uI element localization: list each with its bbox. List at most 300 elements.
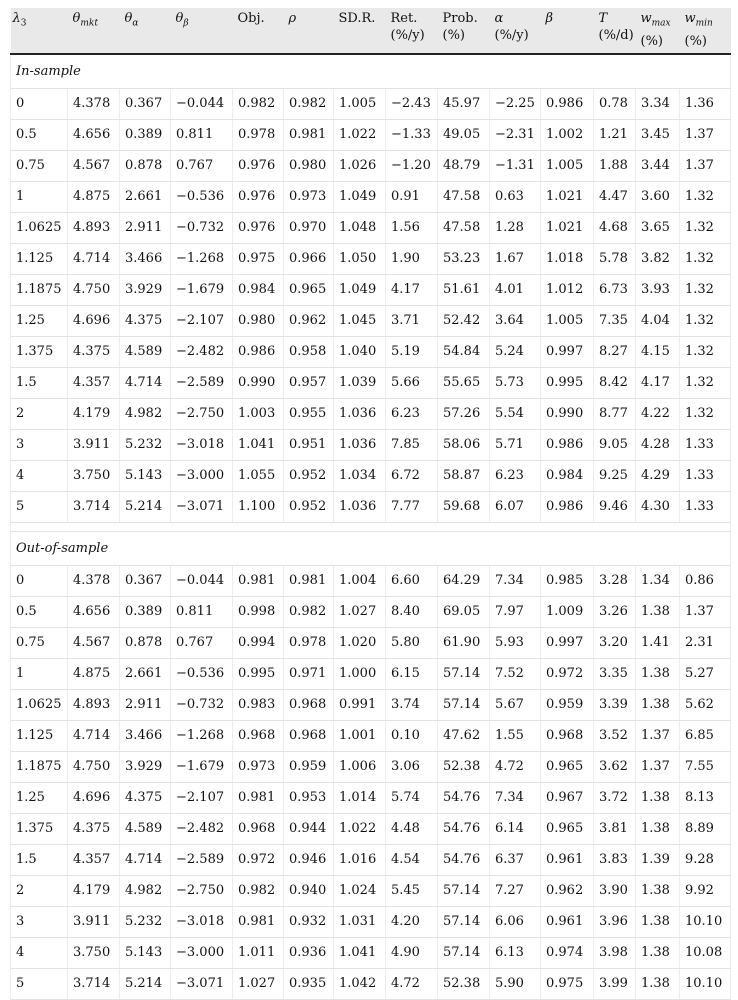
table-cell: 1 xyxy=(11,658,68,689)
table-cell: 1.055 xyxy=(233,460,284,491)
table-cell: 5.45 xyxy=(386,875,438,906)
table-cell: 0.968 xyxy=(284,689,334,720)
table-cell: 1.34 xyxy=(636,565,680,596)
table-cell: 3.64 xyxy=(490,305,541,336)
table-cell: 1.33 xyxy=(680,429,731,460)
table-cell: 0.961 xyxy=(541,906,594,937)
table-cell: 1.33 xyxy=(680,491,731,522)
table-cell: 1.048 xyxy=(334,212,386,243)
table-cell: 3.750 xyxy=(68,460,120,491)
table-cell: 4.982 xyxy=(120,398,171,429)
table-cell: 9.92 xyxy=(680,875,731,906)
table-cell: 1 xyxy=(11,181,68,212)
table-cell: 0.965 xyxy=(541,751,594,782)
table-cell: 4.20 xyxy=(386,906,438,937)
table-cell: 0.944 xyxy=(284,813,334,844)
table-cell: 3.35 xyxy=(594,658,636,689)
table-cell: 7.35 xyxy=(594,305,636,336)
table-cell: 6.23 xyxy=(490,460,541,491)
table-cell: 0.973 xyxy=(233,751,284,782)
table-cell: 1.38 xyxy=(636,689,680,720)
table-cell: 1.027 xyxy=(334,596,386,627)
table-cell: 1.006 xyxy=(334,751,386,782)
table-cell: 1.56 xyxy=(386,212,438,243)
table-cell: 1.042 xyxy=(334,968,386,999)
col-obj: Obj. xyxy=(233,8,284,54)
table-cell: 0.952 xyxy=(284,491,334,522)
table-cell: 0.10 xyxy=(386,720,438,751)
table-cell: 0.940 xyxy=(284,875,334,906)
table-cell: 4.893 xyxy=(68,212,120,243)
table-cell: 5.73 xyxy=(490,367,541,398)
table-cell: 7.27 xyxy=(490,875,541,906)
table-cell: 3.45 xyxy=(636,119,680,150)
table-cell: 4.656 xyxy=(68,596,120,627)
table-cell: 0.995 xyxy=(541,367,594,398)
table-cell: 0.997 xyxy=(541,336,594,367)
table-cell: −1.679 xyxy=(171,274,233,305)
table-cell: 1.32 xyxy=(680,367,731,398)
table-cell: 1.32 xyxy=(680,336,731,367)
table-cell: 4 xyxy=(11,937,68,968)
table-cell: 0.86 xyxy=(680,565,731,596)
table-cell: 2.661 xyxy=(120,181,171,212)
table-cell: 1.014 xyxy=(334,782,386,813)
table-cell: 1.33 xyxy=(680,460,731,491)
table-cell: 4.875 xyxy=(68,181,120,212)
table-cell: 0.998 xyxy=(233,596,284,627)
table-cell: 0.976 xyxy=(233,150,284,181)
table-cell: 0.367 xyxy=(120,565,171,596)
table-cell: 10.10 xyxy=(680,906,731,937)
table-cell: 3.466 xyxy=(120,720,171,751)
table-cell: 0.5 xyxy=(11,596,68,627)
table-cell: 8.13 xyxy=(680,782,731,813)
table-row xyxy=(11,367,731,398)
table-cell: 3.34 xyxy=(636,88,680,119)
table-cell: 5 xyxy=(11,968,68,999)
table-cell: 1.1875 xyxy=(11,751,68,782)
table-cell: 1.024 xyxy=(334,875,386,906)
table-cell: 4.589 xyxy=(120,813,171,844)
table-cell: 3.93 xyxy=(636,274,680,305)
table-cell: 1.036 xyxy=(334,398,386,429)
table-cell: 1.32 xyxy=(680,305,731,336)
table-cell: 4.375 xyxy=(120,782,171,813)
table-cell: 1.020 xyxy=(334,627,386,658)
table-body xyxy=(11,54,731,1000)
table-cell: 1.034 xyxy=(334,460,386,491)
table-cell: 0.983 xyxy=(233,689,284,720)
table-cell: 0.965 xyxy=(541,813,594,844)
table-cell: 49.05 xyxy=(438,119,490,150)
col-wmax: $w_{max}$ (%) xyxy=(636,8,680,54)
table-cell: 8.77 xyxy=(594,398,636,429)
table-cell: 4.47 xyxy=(594,181,636,212)
table-cell: 3.714 xyxy=(68,491,120,522)
table-cell: 0.389 xyxy=(120,119,171,150)
table-cell: 1.21 xyxy=(594,119,636,150)
table-cell: 1.28 xyxy=(490,212,541,243)
table-cell: 0.966 xyxy=(284,243,334,274)
table-cell: 69.05 xyxy=(438,596,490,627)
col-theta-alpha: $\theta_\alpha$ xyxy=(120,8,171,54)
table-cell: 1.009 xyxy=(541,596,594,627)
table-cell: 0.980 xyxy=(233,305,284,336)
table-cell: 0.63 xyxy=(490,181,541,212)
table-cell: 54.84 xyxy=(438,336,490,367)
table-cell: 9.28 xyxy=(680,844,731,875)
table-cell: 5.71 xyxy=(490,429,541,460)
table-cell: 1.018 xyxy=(541,243,594,274)
table-cell: 0.967 xyxy=(541,782,594,813)
table-cell: 4.72 xyxy=(386,968,438,999)
table-cell: 3 xyxy=(11,429,68,460)
table-header xyxy=(11,8,731,54)
col-beta: β xyxy=(541,8,594,54)
table-row xyxy=(11,875,731,906)
table-cell: 4.378 xyxy=(68,88,120,119)
table-cell: 52.42 xyxy=(438,305,490,336)
table-cell: 8.27 xyxy=(594,336,636,367)
table-cell: 0.957 xyxy=(284,367,334,398)
table-cell: 0.962 xyxy=(284,305,334,336)
table-row xyxy=(11,658,731,689)
table-cell: −3.000 xyxy=(171,460,233,491)
table-cell: −2.43 xyxy=(386,88,438,119)
table-row xyxy=(11,429,731,460)
table-cell: 1.32 xyxy=(680,274,731,305)
table-row xyxy=(11,181,731,212)
table-row xyxy=(11,243,731,274)
table-cell: 0.982 xyxy=(233,875,284,906)
table-cell: 57.14 xyxy=(438,658,490,689)
table-cell: 1.022 xyxy=(334,119,386,150)
table-cell: −3.018 xyxy=(171,906,233,937)
table-cell: 0.971 xyxy=(284,658,334,689)
table-cell: 3.714 xyxy=(68,968,120,999)
table-cell: 4.29 xyxy=(636,460,680,491)
table-cell: 1.37 xyxy=(680,596,731,627)
table-cell: 0.978 xyxy=(233,119,284,150)
col-lambda3: $\lambda_3$ xyxy=(11,8,68,54)
table-cell: 4.04 xyxy=(636,305,680,336)
table-cell: 8.40 xyxy=(386,596,438,627)
table-row xyxy=(11,906,731,937)
section-title: In-sample xyxy=(11,54,731,89)
table-cell: 4.72 xyxy=(490,751,541,782)
table-cell: 0.951 xyxy=(284,429,334,460)
table-cell: 0.75 xyxy=(11,150,68,181)
table-cell: 1.32 xyxy=(680,398,731,429)
table-cell: 5.232 xyxy=(120,429,171,460)
table-cell: 4.15 xyxy=(636,336,680,367)
table-cell: 1.040 xyxy=(334,336,386,367)
table-cell: 0.968 xyxy=(233,813,284,844)
table-cell: 1.016 xyxy=(334,844,386,875)
results-table xyxy=(10,8,731,1000)
table-cell: −3.018 xyxy=(171,429,233,460)
table-cell: 5 xyxy=(11,491,68,522)
table-row xyxy=(11,844,731,875)
table-row xyxy=(11,596,731,627)
table-cell: 3.96 xyxy=(594,906,636,937)
table-row xyxy=(11,491,731,522)
table-cell: 7.34 xyxy=(490,782,541,813)
col-wmin: $w_{min}$ (%) xyxy=(680,8,731,54)
table-cell: 0.986 xyxy=(233,336,284,367)
table-cell: 4.656 xyxy=(68,119,120,150)
table-cell: −0.536 xyxy=(171,658,233,689)
table-cell: 54.76 xyxy=(438,813,490,844)
table-cell: 4.375 xyxy=(68,336,120,367)
table-cell: 5.143 xyxy=(120,460,171,491)
table-cell: 3.90 xyxy=(594,875,636,906)
table-cell: 3.911 xyxy=(68,906,120,937)
table-cell: 0.990 xyxy=(233,367,284,398)
table-cell: 5.90 xyxy=(490,968,541,999)
table-cell: 2.31 xyxy=(680,627,731,658)
table-cell: 2 xyxy=(11,398,68,429)
table-cell: 0.975 xyxy=(233,243,284,274)
table-cell: −0.044 xyxy=(171,565,233,596)
table-cell: 4.567 xyxy=(68,627,120,658)
table-cell: 6.06 xyxy=(490,906,541,937)
table-cell: 0.953 xyxy=(284,782,334,813)
col-theta-beta: $\theta_\beta$ xyxy=(171,8,233,54)
section-heading-row xyxy=(11,54,731,89)
table-cell: 0 xyxy=(11,88,68,119)
table-cell: −1.268 xyxy=(171,243,233,274)
table-cell: −1.679 xyxy=(171,751,233,782)
table-row xyxy=(11,460,731,491)
table-cell: 1.0625 xyxy=(11,212,68,243)
table-cell: −2.25 xyxy=(490,88,541,119)
table-cell: −2.31 xyxy=(490,119,541,150)
table-cell: 1.36 xyxy=(680,88,731,119)
table-cell: 3.20 xyxy=(594,627,636,658)
table-cell: 0.986 xyxy=(541,88,594,119)
table-cell: 3.60 xyxy=(636,181,680,212)
table-cell: 4.48 xyxy=(386,813,438,844)
table-cell: 1.90 xyxy=(386,243,438,274)
table-cell: 1.003 xyxy=(233,398,284,429)
table-cell: 0.811 xyxy=(171,596,233,627)
table-cell: 3.28 xyxy=(594,565,636,596)
table-cell: 0.367 xyxy=(120,88,171,119)
table-cell: 3.466 xyxy=(120,243,171,274)
table-cell: 1.027 xyxy=(233,968,284,999)
table-cell: 4.696 xyxy=(68,305,120,336)
table-cell: 3.82 xyxy=(636,243,680,274)
table-cell: 1.25 xyxy=(11,782,68,813)
table-cell: 1.011 xyxy=(233,937,284,968)
table-cell: 0.984 xyxy=(541,460,594,491)
table-cell: 0.389 xyxy=(120,596,171,627)
table-row xyxy=(11,689,731,720)
table-cell: 5.19 xyxy=(386,336,438,367)
table-cell: 6.14 xyxy=(490,813,541,844)
table-cell: 0.986 xyxy=(541,491,594,522)
table-cell: 6.13 xyxy=(490,937,541,968)
table-cell: 1.38 xyxy=(636,658,680,689)
table-cell: 1.5 xyxy=(11,844,68,875)
table-cell: 9.46 xyxy=(594,491,636,522)
table-cell: 1.050 xyxy=(334,243,386,274)
table-cell: 1.125 xyxy=(11,720,68,751)
table-cell: 1.37 xyxy=(636,720,680,751)
table-cell: −2.589 xyxy=(171,367,233,398)
table-cell: −0.536 xyxy=(171,181,233,212)
col-T: T (%/d) xyxy=(594,8,636,54)
table-cell: 4.589 xyxy=(120,336,171,367)
table-cell: 4.54 xyxy=(386,844,438,875)
table-cell: 1.0625 xyxy=(11,689,68,720)
table-cell: 0.75 xyxy=(11,627,68,658)
table-cell: 7.52 xyxy=(490,658,541,689)
table-cell: 4.17 xyxy=(386,274,438,305)
col-alpha: α (%/y) xyxy=(490,8,541,54)
table-row xyxy=(11,813,731,844)
table-cell: 0.991 xyxy=(334,689,386,720)
table-cell: 64.29 xyxy=(438,565,490,596)
table-cell: 1.38 xyxy=(636,968,680,999)
table-cell: 4.378 xyxy=(68,565,120,596)
table-cell: 1.38 xyxy=(636,596,680,627)
table-row xyxy=(11,968,731,999)
table-cell: 8.89 xyxy=(680,813,731,844)
table-row xyxy=(11,150,731,181)
table-cell: 1.125 xyxy=(11,243,68,274)
table-cell: 5.80 xyxy=(386,627,438,658)
table-cell: 4.179 xyxy=(68,875,120,906)
table-cell: 0.982 xyxy=(233,88,284,119)
table-cell: 0.995 xyxy=(233,658,284,689)
table-cell: 0.78 xyxy=(594,88,636,119)
table-cell: 1.38 xyxy=(636,937,680,968)
table-cell: 3.44 xyxy=(636,150,680,181)
table-cell: 6.15 xyxy=(386,658,438,689)
table-cell: 1.012 xyxy=(541,274,594,305)
table-cell: −1.33 xyxy=(386,119,438,150)
table-cell: 3.929 xyxy=(120,274,171,305)
table-cell: 0.981 xyxy=(284,565,334,596)
table-cell: 3.39 xyxy=(594,689,636,720)
table-cell: 1.38 xyxy=(636,906,680,937)
table-cell: 1.37 xyxy=(636,751,680,782)
table-cell: 51.61 xyxy=(438,274,490,305)
table-cell: 1.005 xyxy=(541,305,594,336)
table-cell: 4.714 xyxy=(120,844,171,875)
table-cell: 9.25 xyxy=(594,460,636,491)
table-cell: 3.62 xyxy=(594,751,636,782)
table-cell: 2 xyxy=(11,875,68,906)
table-cell: 2.911 xyxy=(120,689,171,720)
table-cell: 0.970 xyxy=(284,212,334,243)
table-cell: 1.041 xyxy=(334,937,386,968)
table-cell: 10.10 xyxy=(680,968,731,999)
table-cell: 47.58 xyxy=(438,212,490,243)
table-cell: 4.982 xyxy=(120,875,171,906)
table-cell: 58.06 xyxy=(438,429,490,460)
table-cell: 0.994 xyxy=(233,627,284,658)
table-cell: 0.984 xyxy=(233,274,284,305)
table-cell: 0.976 xyxy=(233,212,284,243)
table-cell: 3.71 xyxy=(386,305,438,336)
table-row xyxy=(11,751,731,782)
table-cell: 1.88 xyxy=(594,150,636,181)
table-cell: 1.25 xyxy=(11,305,68,336)
table-cell: 0.946 xyxy=(284,844,334,875)
table-cell: 1.32 xyxy=(680,181,731,212)
table-cell: 0.767 xyxy=(171,150,233,181)
table-cell: 57.14 xyxy=(438,875,490,906)
table-cell: 45.97 xyxy=(438,88,490,119)
table-cell: 5.62 xyxy=(680,689,731,720)
table-cell: 3.52 xyxy=(594,720,636,751)
table-cell: 1.1875 xyxy=(11,274,68,305)
table-cell: 0.972 xyxy=(233,844,284,875)
table-cell: 10.08 xyxy=(680,937,731,968)
table-row xyxy=(11,627,731,658)
table-cell: 7.34 xyxy=(490,565,541,596)
table-cell: 6.37 xyxy=(490,844,541,875)
table-cell: 0.986 xyxy=(541,429,594,460)
table-cell: 1.005 xyxy=(334,88,386,119)
table-cell: 6.60 xyxy=(386,565,438,596)
table-cell: 9.05 xyxy=(594,429,636,460)
table-cell: 0.982 xyxy=(284,88,334,119)
table-cell: 1.049 xyxy=(334,274,386,305)
table-cell: 4.30 xyxy=(636,491,680,522)
table-cell: 0.965 xyxy=(284,274,334,305)
table-cell: 0.952 xyxy=(284,460,334,491)
table-cell: 1.005 xyxy=(541,150,594,181)
table-cell: 4.22 xyxy=(636,398,680,429)
table-cell: 53.23 xyxy=(438,243,490,274)
results-table-container xyxy=(10,8,728,1000)
table-cell: 0.985 xyxy=(541,565,594,596)
table-cell: 1.37 xyxy=(680,150,731,181)
table-cell: 0.961 xyxy=(541,844,594,875)
table-cell: 4.750 xyxy=(68,751,120,782)
table-cell: 0.997 xyxy=(541,627,594,658)
table-cell: 5.143 xyxy=(120,937,171,968)
table-cell: 0 xyxy=(11,565,68,596)
table-cell: 0.5 xyxy=(11,119,68,150)
table-cell: −2.750 xyxy=(171,875,233,906)
table-cell: 3.26 xyxy=(594,596,636,627)
table-cell: 4.696 xyxy=(68,782,120,813)
table-cell: 0.978 xyxy=(284,627,334,658)
table-row xyxy=(11,398,731,429)
table-cell: 5.78 xyxy=(594,243,636,274)
col-rho: ρ xyxy=(284,8,334,54)
table-cell: 0.981 xyxy=(233,782,284,813)
table-cell: 0.958 xyxy=(284,336,334,367)
table-cell: 3.929 xyxy=(120,751,171,782)
table-cell: 55.65 xyxy=(438,367,490,398)
table-cell: 4.17 xyxy=(636,367,680,398)
table-cell: 0.981 xyxy=(284,119,334,150)
table-cell: −0.732 xyxy=(171,212,233,243)
table-cell: 0.932 xyxy=(284,906,334,937)
table-cell: 1.001 xyxy=(334,720,386,751)
table-cell: 0.980 xyxy=(284,150,334,181)
col-prob: Prob. (%) xyxy=(438,8,490,54)
table-cell: 3.65 xyxy=(636,212,680,243)
table-cell: 1.041 xyxy=(233,429,284,460)
